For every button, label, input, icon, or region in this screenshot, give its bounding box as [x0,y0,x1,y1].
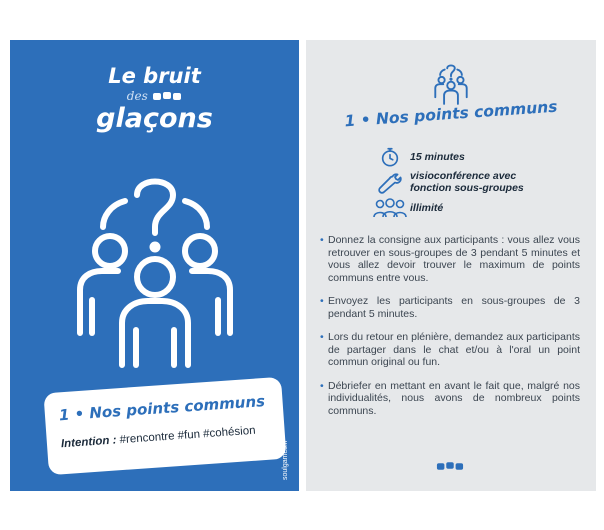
logo-line2: des [126,89,148,103]
duration-text: 15 minutes [410,151,465,163]
title-label [43,377,286,475]
instructions-list [320,234,580,428]
wrench-icon [378,170,402,194]
list-item [320,331,580,369]
bullet-text: Donnez la consigne aux participants : vous allez vous retrouver en sous-groupes de 3 pendant 5 minutes et vous allez devoir trouver le maximum de points communs entre vous. [328,234,580,284]
bullet-dot: • [320,331,324,343]
intention-label: Intention : [60,434,117,451]
participants-row [370,198,443,218]
list-item [320,295,580,320]
intention-tags: #rencontre #fun #cohésion [119,424,256,447]
people-question-icon [70,165,240,375]
ice-cubes-icon [436,461,464,471]
bullet-text: Débriefer en mettant en avant le fait que, malgré nos individualités, nous avons de nombreux points communs. [328,379,580,417]
logo-line1: Le bruit [108,64,201,88]
logo-line3: glaçons [96,103,213,134]
list-item [320,380,580,418]
stopwatch-icon [379,146,401,168]
bullet-text: Lors du retour en plénière, demandez aux participants de partager dans le chat et/ou à l'oral un point commun original ou fun. [328,331,580,368]
tool-row [370,170,524,194]
intention-line [61,425,256,451]
people-question-icon-small [429,62,473,106]
group-icon [373,198,407,218]
back-title: 1 • Nos points communs [343,97,559,131]
card-back [306,40,596,491]
list-item [320,234,580,284]
tool-text-line1: visioconférence avec [410,170,517,182]
logo [10,65,299,133]
bullet-dot: • [320,295,324,307]
card-title: 1 • Nos points communs [58,391,266,425]
tool-text-line2: fonction sous-groupes [410,182,524,194]
participants-text: illimité [410,202,444,214]
bullet-dot: • [320,379,324,392]
card-front [10,40,299,491]
duration-row [370,146,465,168]
website-label: soulgames.fr [282,439,289,480]
ice-cubes-icon [152,91,182,101]
bullet-dot: • [320,234,324,246]
bullet-text: Envoyez les participants en sous-groupes de 3 pendant 5 minutes. [328,295,580,320]
